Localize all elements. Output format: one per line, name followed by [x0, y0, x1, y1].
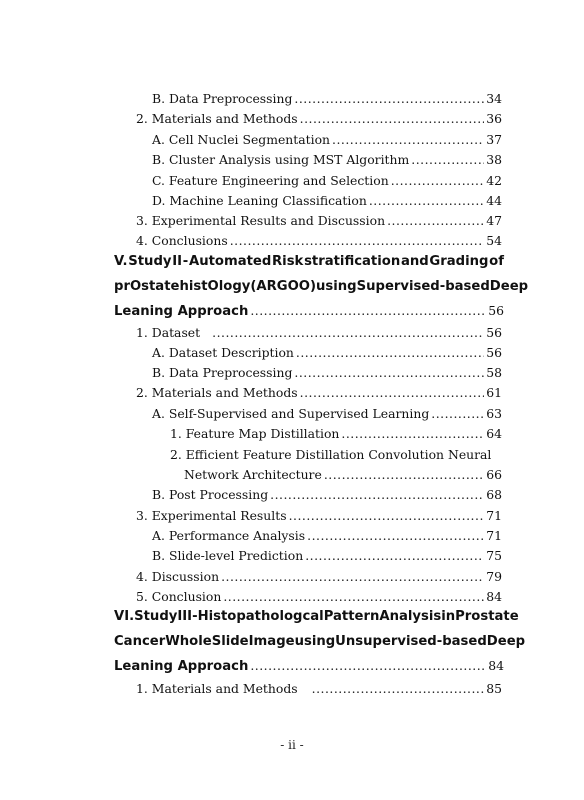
heading-word: Automated — [189, 254, 272, 269]
toc-entry-wrapped-title — [170, 446, 502, 464]
toc-entry — [152, 344, 502, 362]
heading-word: VI. — [114, 609, 135, 624]
toc-leader-dots — [411, 151, 484, 169]
toc-leader-dots — [270, 486, 484, 504]
chapter-heading-study2-line3 — [114, 301, 504, 322]
heading-word: Risk — [272, 254, 304, 269]
heading-word: V. — [114, 254, 128, 269]
toc-entry — [152, 192, 502, 210]
toc-entry-title: A. Performance Analysis — [152, 528, 306, 543]
chapter-heading-study2-line1 — [114, 252, 504, 272]
heading-word: of — [489, 254, 504, 269]
toc-entry-title: Network Architecture — [184, 467, 322, 482]
toc-entry — [136, 507, 502, 525]
toc-entry-title: B. Post Processing — [152, 487, 269, 502]
toc-entry-title: 4. Discussion — [136, 569, 220, 584]
toc-entry-title: 1. Dataset — [136, 325, 201, 340]
toc-entry-page: 36 — [486, 111, 502, 126]
heading-word: - — [192, 609, 198, 624]
toc-entry — [152, 527, 502, 545]
toc-entry-title: B. Slide-level Prediction — [152, 548, 304, 563]
toc-leader-dots — [307, 527, 484, 545]
toc-entry-title: 2. Materials and Methods — [136, 111, 298, 126]
toc-leader-dots — [300, 110, 485, 128]
toc-leader-dots — [296, 344, 484, 362]
heading-word: using — [294, 634, 336, 649]
toc-leader-dots — [332, 131, 484, 149]
heading-word: Cancer — [114, 634, 166, 649]
toc-entry-page: 56 — [486, 345, 502, 360]
toc-entry-page: 71 — [486, 508, 502, 523]
toc-entry-title: C. Feature Engineering and Selection — [152, 173, 389, 188]
heading-word: Prostate — [455, 609, 519, 624]
heading-word: II — [172, 254, 183, 269]
heading-word: Study — [128, 254, 172, 269]
toc-entry-title: 3. Experimental Results — [136, 508, 287, 523]
toc-entry-title: B. Data Preprocessing — [152, 365, 293, 380]
toc-entry-title: B. Data Preprocessing — [152, 91, 293, 106]
toc-entry-title: 1. Feature Map Distillation — [170, 426, 340, 441]
chapter-heading-text: Leaning Approach — [114, 304, 249, 319]
toc-entry-page: 37 — [486, 132, 502, 147]
heading-word: in — [441, 609, 456, 624]
heading-word: stratification — [304, 254, 401, 269]
toc-leader-dots — [312, 680, 485, 698]
chapter-heading-study3-line2 — [114, 632, 526, 652]
toc-entry — [136, 212, 502, 230]
toc-leader-dots — [387, 212, 484, 230]
heading-word: Unsupervised-based — [335, 634, 487, 649]
heading-word: (ARGOO) — [250, 279, 317, 294]
toc-entry-page: 68 — [486, 487, 502, 502]
toc-entry — [152, 364, 502, 382]
chapter-heading-study2-line2 — [114, 277, 529, 297]
heading-word: Image — [248, 634, 295, 649]
heading-word: Deep — [486, 634, 526, 649]
toc-entry-page: 56 — [486, 325, 502, 340]
heading-word: III — [177, 609, 193, 624]
heading-word: Histopathologcal — [197, 609, 324, 624]
toc-leader-dots — [221, 568, 484, 586]
toc-entry-page: 75 — [486, 548, 502, 563]
toc-leader-dots — [212, 324, 484, 342]
toc-leader-dots — [300, 384, 485, 402]
heading-word: histOlogy — [179, 279, 251, 294]
toc-entry — [136, 324, 502, 342]
toc-entry — [136, 568, 502, 586]
heading-word: using — [316, 279, 357, 294]
toc-leader-dots — [369, 192, 484, 210]
toc-entry — [136, 384, 502, 402]
toc-entry-page: 64 — [486, 426, 502, 441]
toc-entry-title: 5. Conclusion — [136, 589, 222, 604]
toc-leader-dots — [305, 547, 484, 565]
toc-entry — [152, 172, 502, 190]
toc-entry-page: 44 — [486, 193, 502, 208]
toc-entry — [184, 466, 502, 484]
toc-entry-page: 58 — [486, 365, 502, 380]
toc-leader-dots — [289, 507, 485, 525]
toc-entry — [136, 588, 502, 606]
heading-word: Supervised-based — [356, 279, 490, 294]
toc-entry-page: 66 — [486, 467, 502, 482]
toc-entry-title: 4. Conclusions — [136, 233, 228, 248]
toc-leader-dots — [324, 466, 484, 484]
toc-entry-page: 61 — [486, 385, 502, 400]
toc-entry — [136, 680, 502, 698]
toc-entry-title: 3. Experimental Results and Discussion — [136, 213, 386, 228]
toc-leader-dots — [230, 232, 485, 250]
chapter-heading-study3-line3 — [114, 656, 504, 677]
heading-word: prOstate — [114, 279, 180, 294]
toc-entry — [152, 151, 502, 169]
toc-leader-dots — [431, 405, 484, 423]
toc-entry — [152, 547, 502, 565]
toc-entry — [152, 486, 502, 504]
toc-leader-dots — [250, 656, 486, 676]
heading-word: Deep — [489, 279, 529, 294]
toc-entry-page: 54 — [486, 233, 502, 248]
toc-entry-page: 47 — [486, 213, 502, 228]
toc-leader-dots — [294, 364, 484, 382]
toc-entry-page: 79 — [486, 569, 502, 584]
toc-leader-dots — [223, 588, 484, 606]
toc-entry-page: 63 — [486, 406, 502, 421]
toc-leader-dots — [250, 301, 486, 321]
chapter-heading-page: 84 — [488, 658, 504, 673]
toc-entry-title: A. Self-Supervised and Supervised Learning — [152, 406, 430, 421]
page-number: - ii - — [280, 738, 304, 752]
toc-leader-dots — [391, 172, 485, 190]
chapter-heading-text: Leaning Approach — [114, 659, 249, 674]
toc-entry-page: 34 — [486, 91, 502, 106]
toc-entry-title: B. Cluster Analysis using MST Algorithm — [152, 152, 410, 167]
toc-entry-title: A. Cell Nuclei Segmentation — [152, 132, 331, 147]
heading-word: and — [400, 254, 429, 269]
toc-entry — [136, 110, 502, 128]
heading-word: Analysis — [379, 609, 442, 624]
toc-entry-page: 85 — [486, 681, 502, 696]
toc-entry-page: 38 — [486, 152, 502, 167]
toc-entry-title: A. Dataset Description — [152, 345, 294, 360]
heading-word: Study — [134, 609, 178, 624]
toc-entry — [170, 425, 502, 443]
heading-word: Slide — [211, 634, 249, 649]
toc-entry — [136, 232, 502, 250]
toc-entry-page: 42 — [486, 173, 502, 188]
toc-entry-page: 84 — [486, 589, 502, 604]
toc-leader-dots — [294, 90, 484, 108]
toc-entry-title: 1. Materials and Methods — [136, 681, 298, 696]
heading-word: - — [182, 254, 189, 269]
toc-entry — [152, 90, 502, 108]
heading-word: Whole — [165, 634, 212, 649]
heading-word: Grading — [429, 254, 489, 269]
toc-leader-dots — [341, 425, 484, 443]
toc-entry — [152, 405, 502, 423]
heading-word: Pattern — [323, 609, 380, 624]
chapter-heading-page: 56 — [488, 303, 504, 318]
toc-entry-title: 2. Materials and Methods — [136, 385, 298, 400]
chapter-heading-study3-line1 — [114, 607, 519, 627]
toc-entry-title: 2. Efficient Feature Distillation Convolution Neural — [170, 447, 492, 462]
toc-entry-page: 71 — [486, 528, 502, 543]
toc-entry-title: D. Machine Leaning Classification — [152, 193, 367, 208]
toc-entry — [152, 131, 502, 149]
